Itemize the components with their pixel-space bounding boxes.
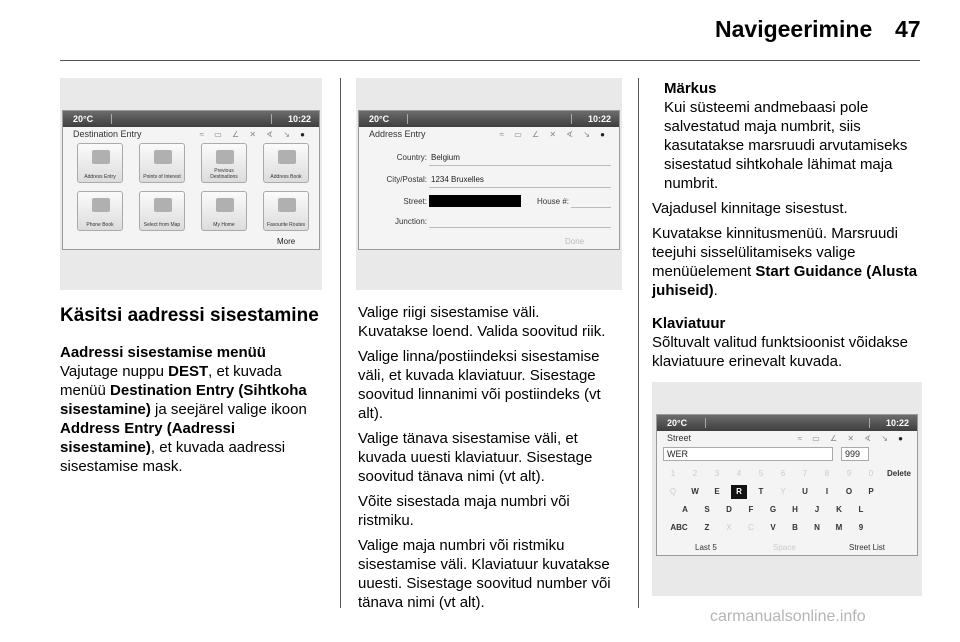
last5-button[interactable]: Last 5 (695, 543, 717, 552)
space-button[interactable]: Space (773, 543, 796, 552)
map-icon (216, 150, 234, 164)
tile-select-from-map[interactable]: Select from Map (139, 191, 185, 231)
column-1-text (60, 343, 325, 482)
keyboard-key[interactable]: P (868, 487, 874, 496)
address-entry-screen (358, 110, 620, 250)
home-icon (216, 198, 234, 212)
clock-readout: 10:22 (885, 418, 909, 428)
junction-label: Junction: (394, 217, 427, 226)
status-divider (571, 114, 572, 124)
screen-subtitle: Destination Entry (73, 129, 142, 139)
match-count: 999 (841, 447, 869, 461)
house-number-label: House #: (536, 197, 569, 206)
keyboard-key[interactable]: B (792, 523, 798, 532)
keyboard-key[interactable]: G (769, 505, 777, 514)
keyboard-key[interactable]: W (691, 487, 699, 496)
keyboard-key[interactable]: N (814, 523, 820, 532)
country-label: Country: (396, 153, 427, 162)
field-underline (429, 165, 611, 166)
header-rule (60, 60, 920, 61)
section-heading: Käsitsi aadressi sisestamine (60, 305, 319, 326)
paragraph-start-guidance: Kuvatakse kinnitusmenüü. Marsruudi teejuhi sisselülitamiseks valige menüüelement Start Guidance (Alusta juhiseid). (652, 225, 918, 299)
paragraph-city: Valige linna/postiindeksi sisestamise väli, et kuvada klaviatuur. Sisestage soovitud linnanimi või postiindeks (vt alt). (358, 348, 601, 422)
street-list-button[interactable]: Street List (849, 543, 886, 552)
note-title: Märkus (664, 80, 717, 97)
house-number-field[interactable] (571, 207, 611, 208)
clock-readout: 10:22 (587, 114, 611, 124)
keyboard-key[interactable]: L (858, 505, 864, 514)
keyboard-key[interactable]: Z (704, 523, 710, 532)
destination-entry-screen (62, 110, 320, 250)
keyboard-key[interactable]: E (714, 487, 720, 496)
keyboard-key[interactable]: 9 (858, 523, 864, 532)
keyboard-key[interactable]: F (748, 505, 754, 514)
keyboard-key[interactable]: Y (780, 487, 786, 496)
keyboard-key[interactable]: M (835, 523, 843, 532)
temperature-readout: 20°C (73, 114, 94, 124)
poi-icon (154, 150, 172, 164)
route-icon (278, 198, 296, 212)
paragraph-street: Valige tänava sisestamise väli, et kuvada uuesti klaviatuur. Sisestage soovitud tänava nimi (vt alt). (358, 430, 593, 485)
keyboard-heading: Klaviatuur (652, 315, 726, 332)
tile-favourite-routes[interactable]: Favourite Routes (263, 191, 309, 231)
keyboard-key[interactable]: O (845, 487, 853, 496)
country-field[interactable]: Belgium (431, 153, 460, 162)
tile-points-of-interest[interactable]: Points of Interest (139, 143, 185, 183)
address-entry-figure (356, 78, 622, 290)
status-divider (869, 418, 870, 428)
note-text: Kui süsteemi andmebaasi pole salvestatud maja numbrit, siis kasutatakse marsruudi arvutamiseks sisestatud sihtkohale lähimat maja numbrit. (664, 99, 908, 192)
page-header-title: Navigeerimine (715, 16, 873, 42)
keyboard-key[interactable]: J (814, 505, 820, 514)
book-icon (278, 150, 296, 164)
watermark: carmanualsonline.info (710, 608, 866, 625)
keyboard-figure (652, 382, 922, 596)
more-button[interactable]: More (277, 237, 296, 246)
keyboard-key[interactable]: Delete (886, 469, 911, 478)
keyboard-key[interactable]: S (704, 505, 710, 514)
keyboard-key[interactable]: 5 (758, 469, 764, 478)
city-postal-field[interactable]: 1234 Bruxelles (431, 175, 484, 184)
status-divider (705, 418, 706, 428)
tile-my-home[interactable]: My Home (201, 191, 247, 231)
phone-book-icon (92, 198, 110, 212)
status-divider (111, 114, 112, 124)
keyboard-key[interactable]: K (836, 505, 842, 514)
keyboard-key[interactable]: U (802, 487, 808, 496)
status-icons: ≈ ▭ ∠ ✕ ∢ ↘ ● (797, 434, 907, 443)
city-postal-label: City/Postal: (386, 175, 427, 184)
status-divider (271, 114, 272, 124)
screen-subtitle: Address Entry (369, 129, 426, 139)
keyboard-key[interactable]: 6 (780, 469, 786, 478)
keyboard-key[interactable]: D (726, 505, 732, 514)
page-number: 47 (895, 16, 921, 42)
column-divider-1 (340, 78, 341, 608)
keyboard-key[interactable]: 3 (714, 469, 720, 478)
tile-phone-book[interactable]: Phone Book (77, 191, 123, 231)
keyboard-key[interactable]: H (792, 505, 798, 514)
tile-previous-destinations[interactable]: Previous Destinations (201, 143, 247, 183)
status-bar (359, 111, 619, 127)
keyboard-key[interactable]: I (825, 487, 829, 496)
temperature-readout: 20°C (369, 114, 390, 124)
column-divider-2 (638, 78, 639, 608)
column-2-text (358, 303, 628, 618)
junction-field[interactable] (429, 227, 611, 228)
keyboard-key[interactable]: 4 (736, 469, 742, 478)
field-underline (429, 187, 611, 188)
tile-address-entry[interactable]: Address Entry (77, 143, 123, 183)
keyboard-key[interactable]: Q (669, 487, 677, 496)
map-pin-icon (154, 198, 172, 212)
keyboard-key[interactable]: X (726, 523, 732, 532)
keyboard-key[interactable]: R (731, 485, 747, 499)
tile-address-book[interactable]: Address Book (263, 143, 309, 183)
keyboard-key[interactable]: A (682, 505, 688, 514)
keyboard-key[interactable]: 0 (868, 469, 874, 478)
keyboard-key[interactable]: C (748, 523, 754, 532)
keyboard-key[interactable]: ABC (670, 523, 688, 532)
keyboard-key[interactable]: V (770, 523, 776, 532)
status-icons: ≈ ▭ ∠ ✕ ∢ ↘ ● (199, 130, 309, 139)
destination-entry-figure (60, 78, 322, 290)
keyboard-key[interactable]: T (758, 487, 764, 496)
keyboard-key[interactable]: 7 (802, 469, 808, 478)
paragraph-confirm: Vajadusel kinnitage sisestust. (652, 200, 848, 217)
status-divider (407, 114, 408, 124)
address-entry-icon (92, 150, 110, 164)
paragraph-country: Valige riigi sisestamise väli. Kuvatakse loend. Valida soovitud riik. (358, 304, 606, 340)
done-button[interactable]: Done (565, 237, 585, 246)
screen-subtitle: Street (667, 433, 692, 443)
paragraph-junction: Valige maja numbri või ristmiku sisestamise väli. Klaviatuur kuvatakse uuesti. Sisestage soovitud number või tänava nimi (vt alt). (358, 537, 611, 611)
keyboard-paragraph: Sõltuvalt valitud funktsioonist võidakse klaviatuure erinevalt kuvada. (652, 334, 908, 370)
keyboard-key[interactable]: 9 (846, 469, 852, 478)
note-box (652, 79, 924, 193)
status-bar (657, 415, 917, 431)
keyboard-key[interactable]: 8 (824, 469, 830, 478)
street-input[interactable]: WER (663, 447, 833, 461)
street-label: Street: (403, 197, 427, 206)
subheading-address-menu: Aadressi sisestamise menüü (60, 344, 266, 361)
status-icons: ≈ ▭ ∠ ✕ ∢ ↘ ● (499, 130, 609, 139)
column-3-text (652, 79, 924, 377)
street-field[interactable] (429, 195, 521, 207)
keyboard-screen (656, 414, 918, 556)
keyboard-key[interactable]: 1 (670, 469, 676, 478)
status-bar (63, 111, 319, 127)
clock-readout: 10:22 (287, 114, 311, 124)
temperature-readout: 20°C (667, 418, 688, 428)
paragraph-house: Võite sisestada maja numbri või ristmiku. (358, 493, 570, 529)
keyboard-key[interactable]: 2 (692, 469, 698, 478)
paragraph-address-menu: Vajutage nuppu DEST, et kuvada menüü Destination Entry (Sihtkoha sisestamine) ja seejärel valige ikoon Address Entry (Aadressi sisestamine), et kuvada aadressi sisestamise mask. (60, 363, 307, 475)
